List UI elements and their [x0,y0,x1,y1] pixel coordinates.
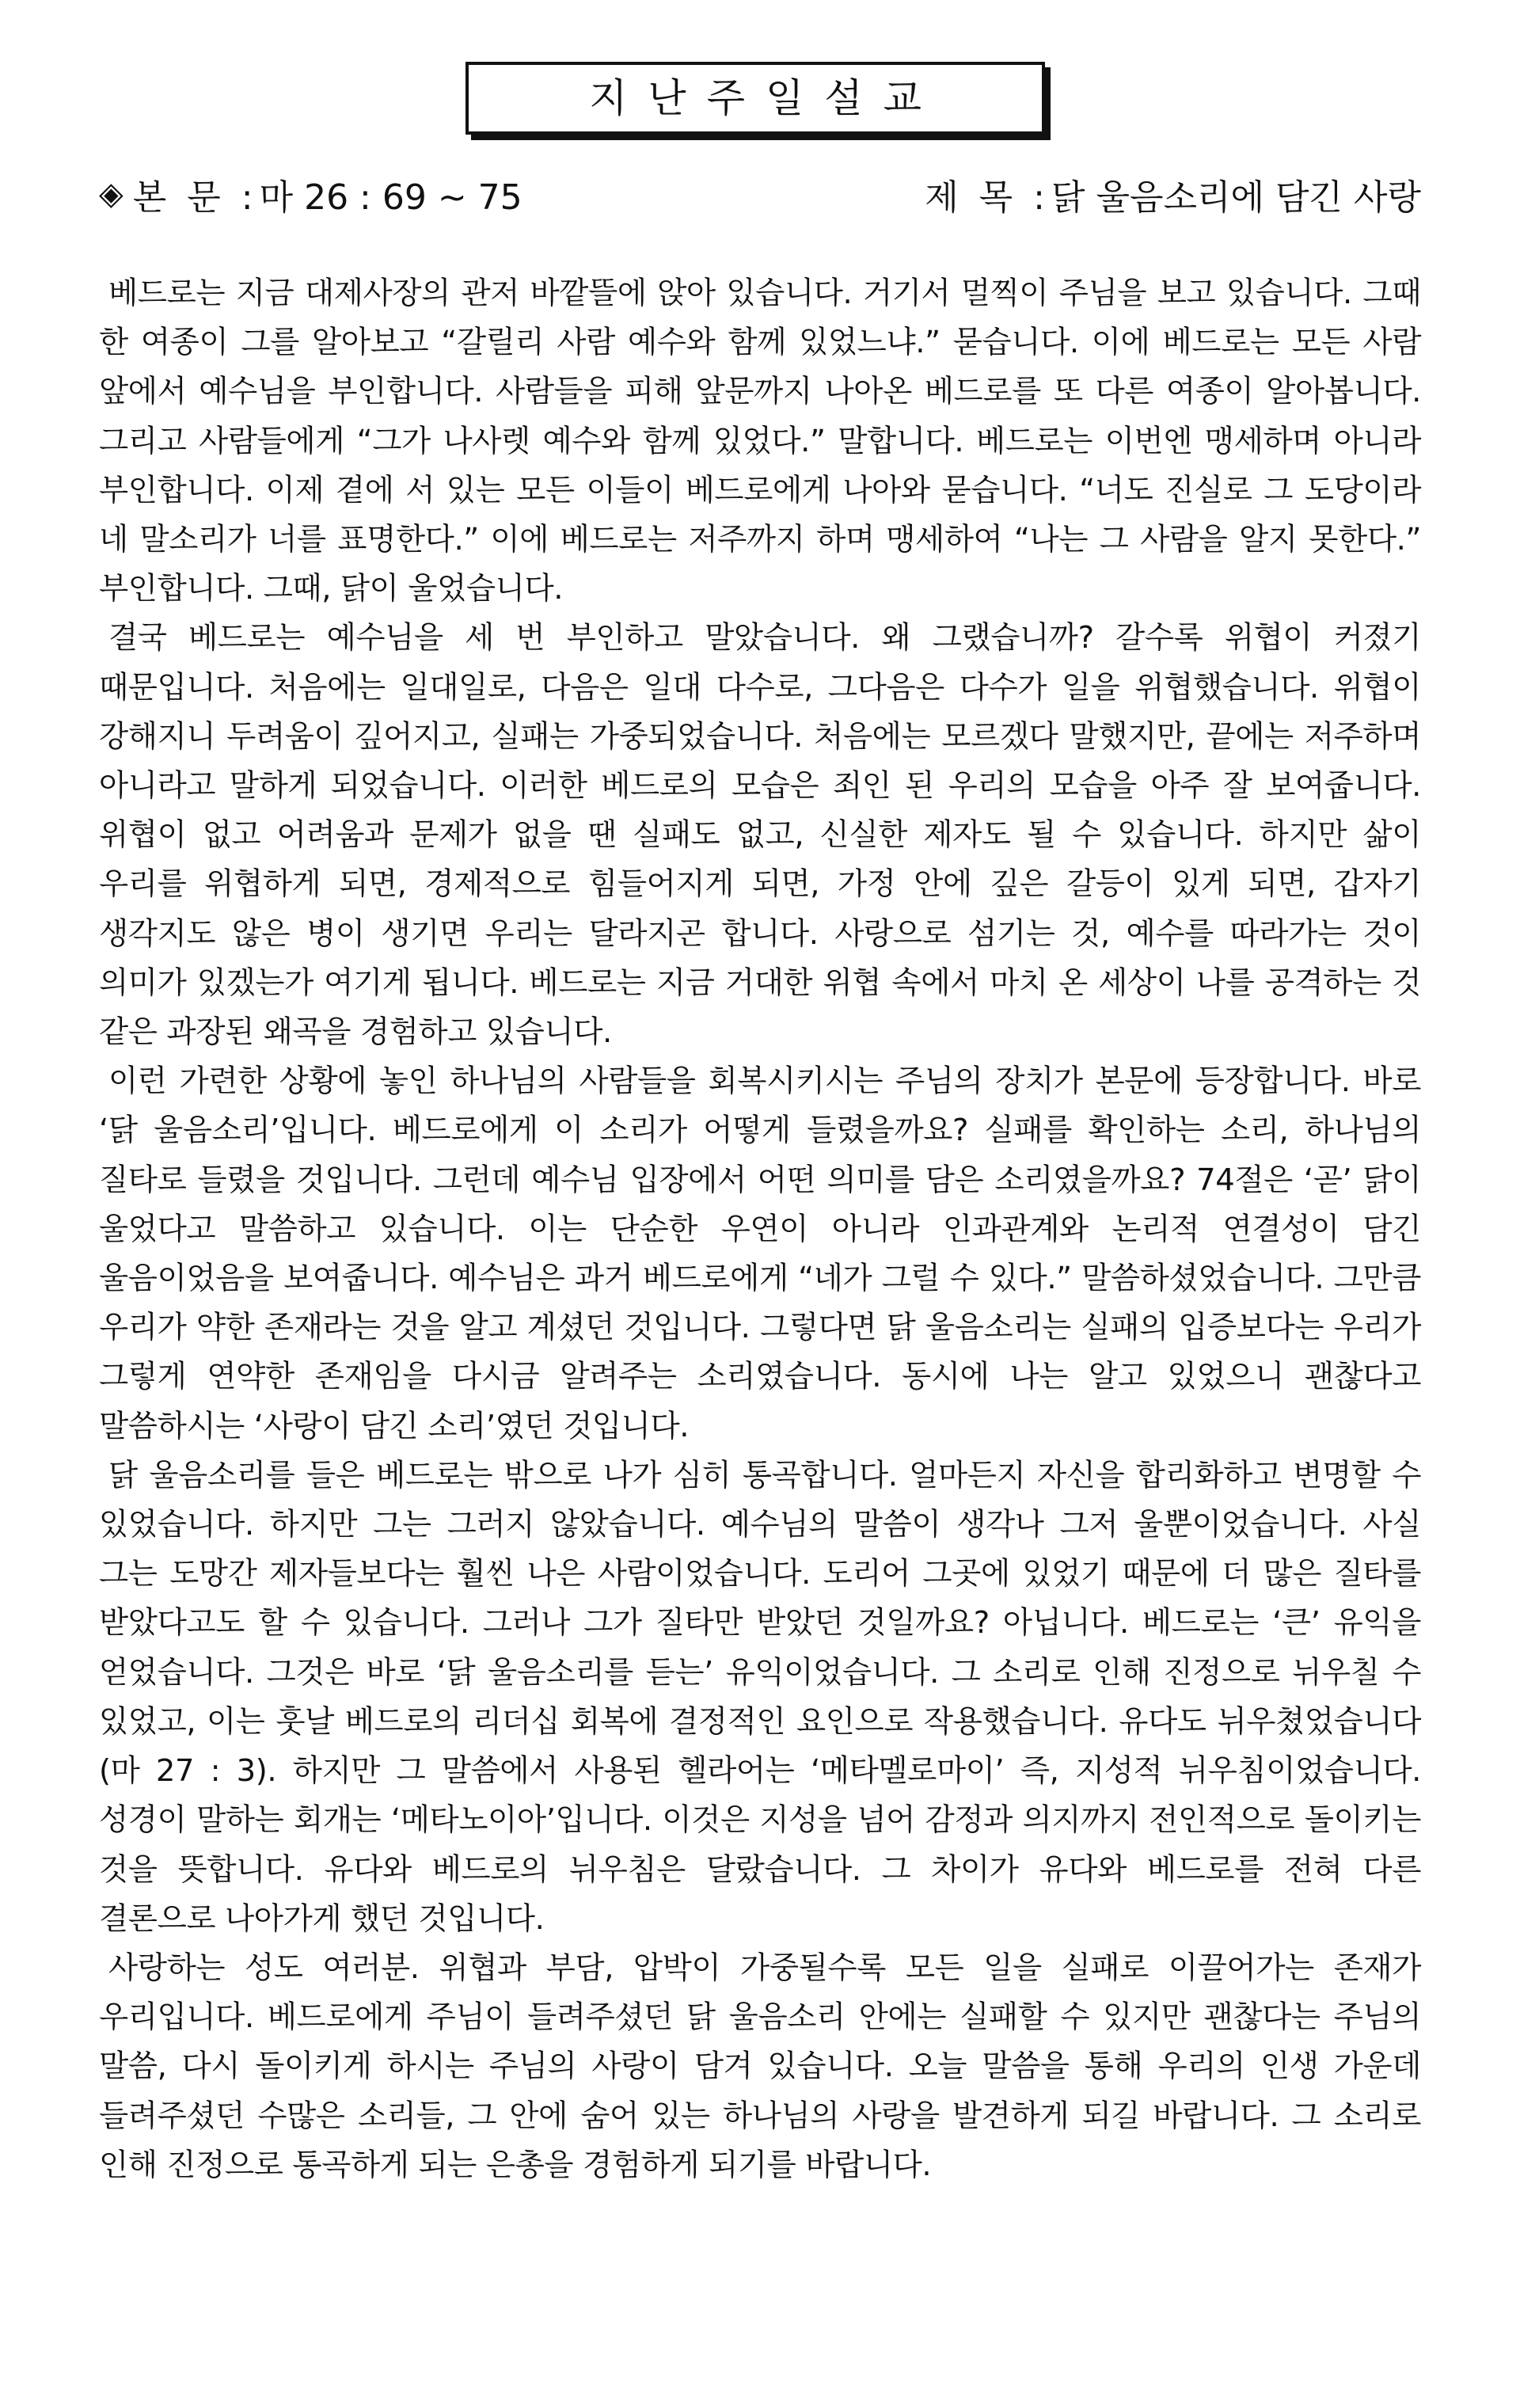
paragraph-3: 이런 가련한 상황에 놓인 하나님의 사람들을 회복시키시는 주님의 장치가 본문에 등장합니다. 바로 ‘닭 울음소리’입니다. 베드로에게 이 소리가 어떻게 들렸을까요? 실패를 확인하는 소리, 하나님의 질타로 들렸을 것입니다. 그런데 예수님 입장에서 어떤 의미를 담은 소리였을까요? 74절은 ‘곧’ 닭이 울었다고 말씀하고 있습니다. 이는 단순한 우연이 아니라 인과관계와 논리적 연결성이 담긴 울음이었음을 보여줍니다. 예수님은 과거 베드로에게 “네가 그럴 수 있다.” 말씀하셨었습니다. 그만큼 우리가 약한 존재라는 것을 알고 계셨던 것입니다. 그렇다면 닭 울음소리는 실패의 입증보다는 우리가 그렇게 연약한 존재임을 다시금 알려주는 소리였습니다. 동시에 나는 알고 있었으니 괜찮다고 말씀하시는 ‘사랑이 담긴 소리’였던 것입니다. [99,1063,1421,1444]
paragraph-5: 사랑하는 성도 여러분. 위협과 부담, 압박이 가중될수록 모든 일을 실패로 이끌어가는 존재가 우리입니다. 베드로에게 주님이 들려주셨던 닭 울음소리 안에는 실패할 수 있지만 괜찮다는 주님의 말씀, 다시 돌이키게 하시는 주님의 사랑이 담겨 있습니다. 오늘 말씀을 통해 우리의 인생 가운데 들려주셨던 수많은 소리들, 그 안에 숨어 있는 하나님의 사랑을 발견하게 되길 바랍니다. 그 소리로 인해 진정으로 통곡하게 되는 은총을 경험하게 되기를 바랍니다. [99,1950,1421,2183]
sermon-body [99,269,1421,2190]
bible-reference [99,169,522,219]
bible-label: 본 문 : [132,177,258,218]
paragraph-4: 닭 울음소리를 들은 베드로는 밖으로 나가 심히 통곡합니다. 얼마든지 자신을 합리화하고 변명할 수 있었습니다. 하지만 그는 그러지 않았습니다. 예수님의 말씀이 생각나 그저 울뿐이었습니다. 사실 그는 도망간 제자들보다는 훨씬 나은 사람이었습니다. 도리어 그곳에 있었기 때문에 더 많은 질타를 받았다고도 할 수 있습니다. 그러나 그가 질타만 받았던 것일까요? 아닙니다. 베드로는 ‘큰’ 유익을 얻었습니다. 그것은 바로 ‘닭 울음소리를 듣는’ 유익이었습니다. 그 소리로 인해 진정으로 뉘우칠 수 있었고, 이는 훗날 베드로의 리더십 회복에 결정적인 요인으로 작용했습니다. 유다도 뉘우쳤었습니다(마 27 : 3). 하지만 그 말씀에서 사용된 헬라어는 ‘메타멜로마이’ 즉, 지성적 뉘우침이었습니다. 성경이 말하는 회개는 ‘메타노이아’입니다. 이것은 지성을 넘어 감정과 의지까지 전인적으로 돌이키는 것을 뜻합니다. 유다와 베드로의 뉘우침은 달랐습니다. 그 차이가 유다와 베드로를 전혀 다른 결론으로 나아가게 했던 것입니다. [99,1457,1421,1937]
sermon-title-label: 제 목 : [925,177,1050,218]
sermon-meta-row [99,162,1421,226]
paragraph-1: 베드로는 지금 대제사장의 관저 바깥뜰에 앉아 있습니다. 거기서 멀찍이 주님을 보고 있습니다. 그때 한 여종이 그를 알아보고 “갈릴리 사람 예수와 함께 있었느냐.” 묻습니다. 이에 베드로는 모든 사람 앞에서 예수님을 부인합니다. 사람들을 피해 앞문까지 나아온 베드로를 또 다른 여종이 알아봅니다. 그리고 사람들에게 “그가 나사렛 예수와 함께 있었다.” 말합니다. 베드로는 이번엔 맹세하며 아니라 부인합니다. 이제 곁에 서 있는 모든 이들이 베드로에게 나아와 묻습니다. “너도 진실로 그 도당이라 네 말소리가 너를 표명한다.” 이에 베드로는 저주까지 하며 맹세하여 “나는 그 사람을 알지 못한다.” 부인합니다. 그때, 닭이 울었습니다. [99,276,1421,607]
paragraph-2: 결국 베드로는 예수님을 세 번 부인하고 말았습니다. 왜 그랬습니까? 갈수록 위협이 커졌기 때문입니다. 처음에는 일대일로, 다음은 일대 다수로, 그다음은 다수가 일을 위협했습니다. 위협이 강해지니 두려움이 깊어지고, 실패는 가중되었습니다. 처음에는 모르겠다 말했지만, 끝에는 저주하며 아니라고 말하게 되었습니다. 이러한 베드로의 모습은 죄인 된 우리의 모습을 아주 잘 보여줍니다. 위협이 없고 어려움과 문제가 없을 땐 실패도 없고, 신실한 제자도 될 수 있습니다. 하지만 삶이 우리를 위협하게 되면, 경제적으로 힘들어지게 되면, 가정 안에 깊은 갈등이 있게 되면, 갑자기 생각지도 않은 병이 생기면 우리는 달라지곤 합니다. 사랑으로 섬기는 것, 예수를 따라가는 것이 의미가 있겠는가 여기게 됩니다. 베드로는 지금 거대한 위협 속에서 마치 온 세상이 나를 공격하는 것 같은 과장된 왜곡을 경험하고 있습니다. [99,620,1421,1051]
sermon-title-value: 닭 울음소리에 담긴 사랑 [1051,177,1421,218]
sermon-title [925,169,1421,219]
page-title: 지난주일설교 [589,75,942,121]
title-box [466,62,1045,135]
diamond-bullet-icon: ◈ [99,176,124,212]
bible-value: 마 26 : 69 ~ 75 [259,177,522,218]
